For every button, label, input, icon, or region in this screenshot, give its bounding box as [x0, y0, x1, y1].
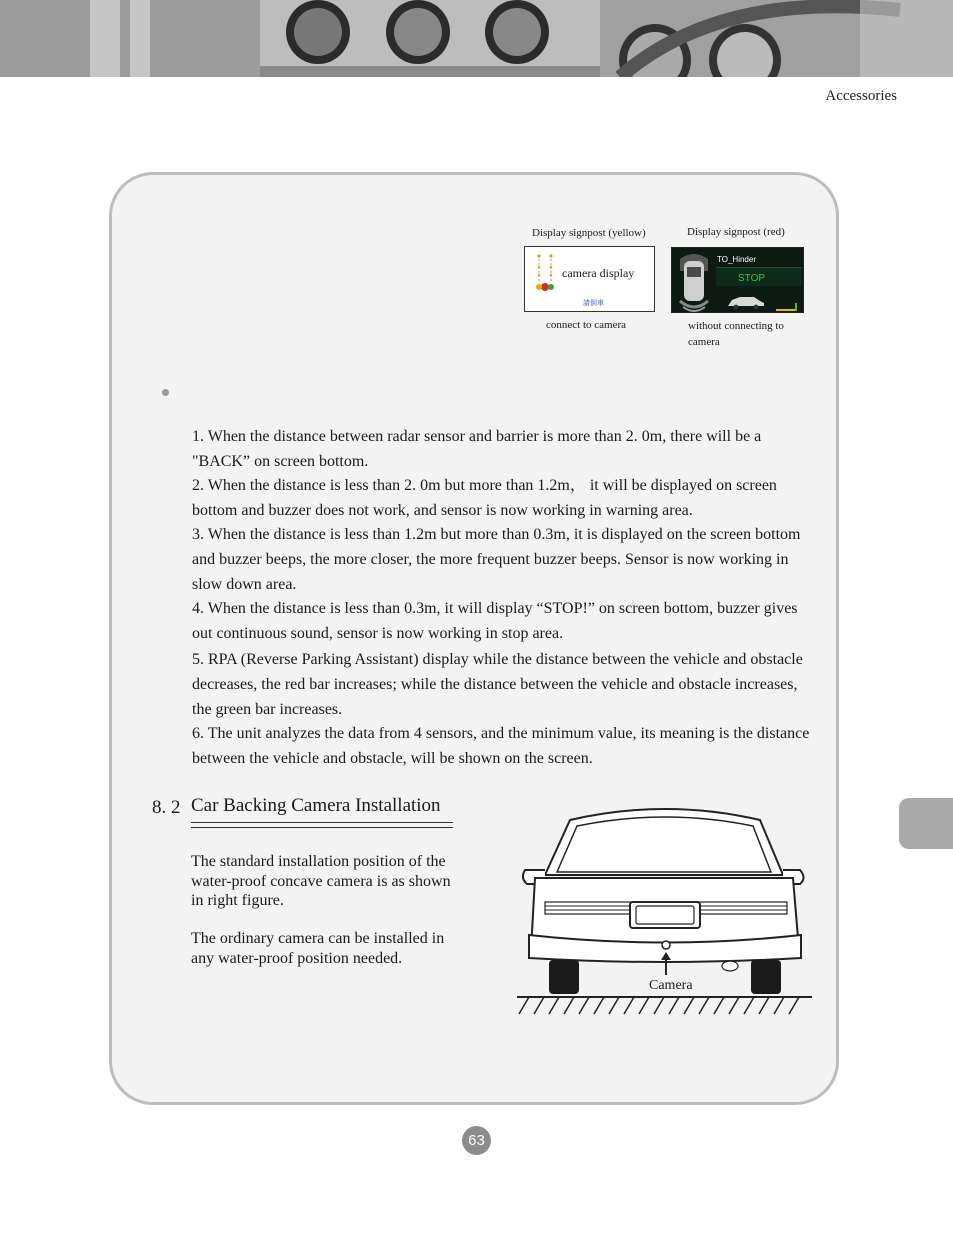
instruction-item: 3. When the distance is less than 1.2m but more than 0.3m, it is displayed on the screen bottom and buzzer beeps, the more closer, the more frequent buzzer beeps. Sensor is now working in slow down area.: [192, 526, 801, 593]
hinder-label: TO_Hinder: [717, 255, 756, 264]
bullet-dot: [162, 389, 169, 396]
red-signpost-note-line2: camera: [688, 336, 720, 348]
section-label: Accessories: [825, 88, 897, 104]
section-title: Car Backing Camera Installation: [191, 795, 441, 816]
install-paragraph-2: The ordinary camera can be installed in any water-proof position needed.: [191, 930, 445, 967]
side-tab: [899, 798, 953, 849]
yellow-signpost-screen: [524, 246, 655, 312]
section-number: 8. 2: [152, 797, 181, 818]
instructions-list: [192, 425, 812, 771]
instruction-item: 6. The unit analyzes the data from 4 sensors, and the minimum value, its meaning is the distance between the vehicle and obstacle, will be shown on the screen.: [192, 725, 810, 767]
red-signpost-note-line1: without connecting to: [688, 320, 784, 332]
title-underline-double: [191, 827, 453, 828]
dashboard-photo: [0, 0, 953, 77]
instruction-item: 1. When the distance between radar sensor and barrier is more than 2. 0m, there will be a "BACK” on screen bottom.: [192, 428, 762, 470]
camera-display-label: camera display: [562, 266, 635, 280]
page-number: 63: [462, 1126, 491, 1155]
parking-guide-lines-icon: [533, 253, 563, 303]
instruction-item: 2. When the distance is less than 2. 0m but more than 1.2m， it will be displayed on screen bottom and buzzer does not work, and sensor is now working in warning area.: [192, 477, 777, 519]
yellow-signpost-caption: Display signpost (yellow): [532, 227, 646, 239]
instruction-item: 5. RPA (Reverse Parking Assistant) display while the distance between the vehicle and obstacle decreases, the red bar increases; while the distance between the vehicle and obstacle increases, the green bar increases.: [192, 651, 803, 718]
title-underline: [191, 822, 453, 823]
car-radar-icon: [674, 249, 714, 313]
stop-indicator: STOP: [738, 273, 766, 284]
camera-label: Camera: [649, 978, 693, 993]
install-paragraph-1: The standard installation position of the water-proof concave camera is as shown in right figure.: [191, 853, 451, 909]
red-signpost-caption: Display signpost (red): [687, 226, 785, 238]
header-banner: [0, 0, 953, 77]
red-signpost-screen: [671, 247, 804, 313]
reverse-notice-label: 請倒車: [583, 299, 604, 307]
instruction-item: 4. When the distance is less than 0.3m, it will display “STOP!” on screen bottom, buzzer gives out continuous sound, sensor is now working in stop area.: [192, 600, 798, 642]
side-car-icon: [726, 294, 766, 310]
yellow-signpost-note: connect to camera: [546, 319, 627, 331]
